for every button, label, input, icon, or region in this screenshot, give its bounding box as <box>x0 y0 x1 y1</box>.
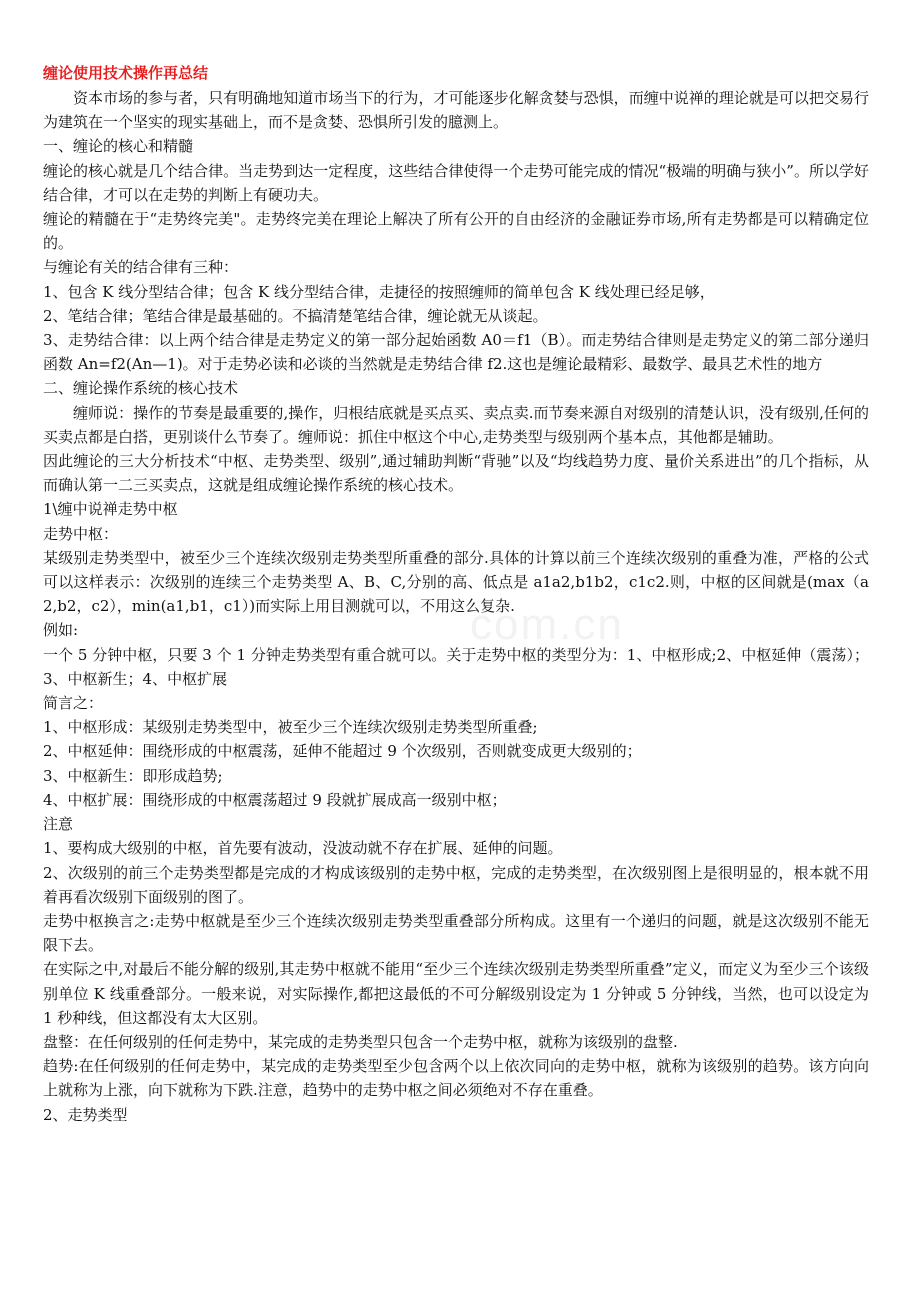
paragraph: 趋势:在任何级别的任何走势中，某完成的走势类型至少包含两个以上依次同向的走势中枢，就称为该级别的趋势。该方向向上就称为上涨，向下就称为下跌.注意，趋势中的走势中枢之间必须绝对不存在重叠。 <box>43 1057 869 1100</box>
paragraph: 缠论的核心就是几个结合律。当走势到达一定程度，这些结合律使得一个走势可能完成的情况“极端的明确与狭小”。所以学好结合律，才可以在走势的判断上有硬功夫。 <box>43 161 869 204</box>
watermark: com.cn <box>470 600 624 649</box>
paragraph: 走势中枢换言之:走势中枢就是至少三个连续次级别走势类型重叠部分所构成。这里有一个递归的问题，就是这次级别不能无限下去。 <box>43 911 869 955</box>
paragraph: 例如: <box>43 621 79 640</box>
paragraph: 因此缠论的三大分析技术“中枢、走势类型、级别”,通过辅助判断“背驰”以及“均线趋势力度、量价关系进出”的几个指标，从而确认第一二三买卖点，这就是组成缠论操作系统的核心技术。 <box>43 452 869 495</box>
paragraph: 某级别走势类型中，被至少三个连续次级别走势类型所重叠的部分.具体的计算以前三个连续次级别的重叠为准，严格的公式可以这样表示：次级别的连续三个走势类型 A、B、C,分别的高、低点是 a1a2,b1b2，c1c2.则，中枢的区间就是(max（a2,b2，c2），min(a1,b1，c1）)而实际上用目测就可以，不用这么复杂. <box>43 548 869 616</box>
list-item: 3、走势结合律：以上两个结合律是走势定义的第一部分起始函数 A0＝f1（B）。而走势结合律则是走势定义的第二部分递归函数 An=f2(An—1)。对于走势必读和必谈的当然就是走势结合律 f2.这也是缠论最精彩、最数学、最具艺术性的地方 <box>43 331 869 374</box>
list-item: 2、笔结合律；笔结合律是最基础的。不搞清楚笔结合律，缠论就无从谈起。 <box>43 306 548 325</box>
list-item: 1、包含 K 线分型结合律；包含 K 线分型结合律，走捷径的按照缠师的简单包含 K 线处理已经足够， <box>43 282 715 301</box>
paragraph-intro: 资本市场的参与者，只有明确地知道市场当下的行为，才可能逐步化解贪婪与恐惧，而缠中说禅的理论就是可以把交易行为建筑在一个坚实的现实基础上，而不是贪婪、恐惧所引发的臆测上。 <box>43 89 869 132</box>
paragraph: 一个 5 分钟中枢，只要 3 个 1 分钟走势类型有重合就可以。关于走势中枢的类型分为：1、中枢形成;2、中枢延伸（震荡）；3、中枢新生；4、中枢扩展 <box>43 645 869 688</box>
paragraph: 缠论的精髓在于“走势终完美"。走势终完美在理论上解决了所有公开的自由经济的金融证券市场,所有走势都是可以精确定位的。 <box>43 210 869 253</box>
list-item: 3、中枢新生：即形成趋势; <box>43 766 223 785</box>
section-heading-2: 二、缠论操作系统的核心技术 <box>43 379 239 398</box>
list-item: 4、中枢扩展：围绕形成的中枢震荡超过 9 段就扩展成高一级别中枢； <box>43 790 507 809</box>
paragraph: 在实际之中,对最后不能分解的级别,其走势中枢就不能用“至少三个连续次级别走势类型所重叠”定义，而定义为至少三个该级别单位 K 线重叠部分。一般来说，对实际操作,都把这最低的不可分解级别设定为 1 分钟或 5 分钟线，当然，也可以设定为 1 秒种线，但这都没有太大区别。 <box>43 960 869 1027</box>
paragraph: 盘整：在任何级别的任何走势中，某完成的走势类型只包含一个走势中枢，就称为该级别的盘整. <box>43 1032 678 1051</box>
term-heading: 走势中枢： <box>43 524 119 543</box>
document-page <box>43 60 869 1127</box>
paragraph: 缠师说：操作的节奏是最重要的,操作，归根结底就是买点买、卖点卖.而节奏来源自对级别的清楚认识，没有级别,任何的买卖点都是白搭，更别谈什么节奏了。缠师说：抓住中枢这个中心,走势类型与级别两个基本点，其他都是辅助。 <box>43 403 869 446</box>
list-item: 1、要构成大级别的中枢，首先要有波动，没波动就不存在扩展、延伸的问题。 <box>43 839 563 858</box>
list-item: 2、次级别的前三个走势类型都是完成的才构成该级别的走势中枢，完成的走势类型，在次级别图上是很明显的，根本就不用着再看次级别下面级别的图了。 <box>43 863 869 906</box>
section-heading-1: 一、缠论的核心和精髓 <box>43 137 194 156</box>
subsection-heading: 1\缠中说禅走势中枢 <box>43 500 178 519</box>
list-item: 1、中枢形成：某级别走势类型中，被至少三个连续次级别走势类型所重叠; <box>43 718 538 737</box>
note-heading: 注意 <box>43 815 74 834</box>
paragraph: 与缠论有关的结合律有三种： <box>43 258 239 277</box>
paragraph: 简言之： <box>43 694 104 713</box>
document-title: 缠论使用技术操作再总结 <box>43 64 209 82</box>
list-item: 2、中枢延伸：围绕形成的中枢震荡，延伸不能超过 9 个次级别，否则就变成更大级别的； <box>43 742 642 761</box>
subsection-heading: 2、走势类型 <box>43 1105 128 1124</box>
